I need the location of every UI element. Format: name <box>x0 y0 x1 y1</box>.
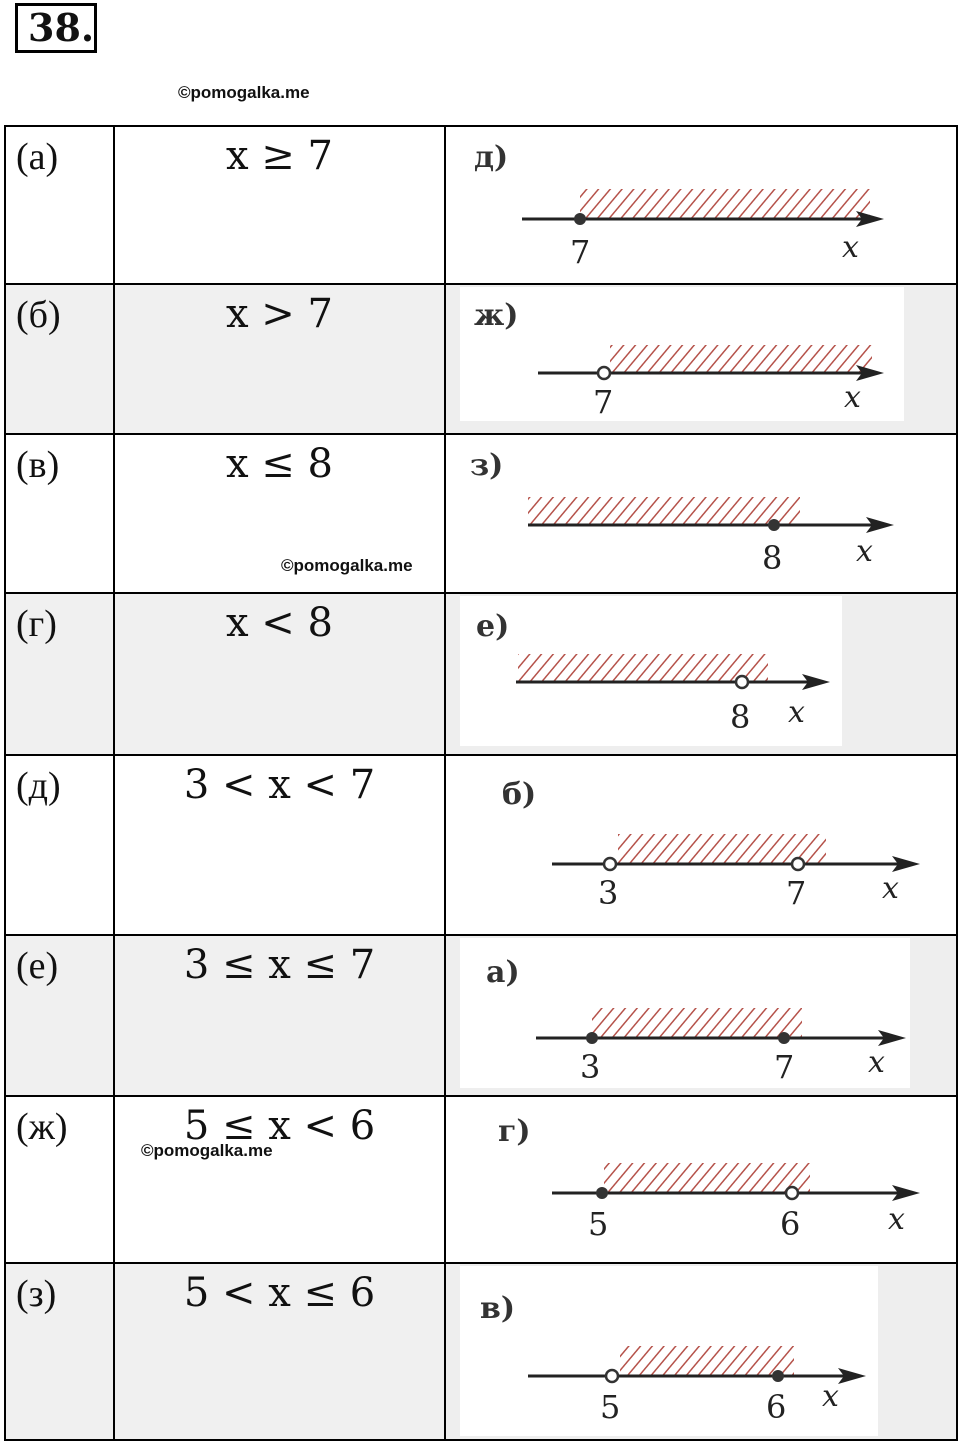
closed-point <box>596 1187 608 1199</box>
tick-label: 3 <box>580 1048 601 1086</box>
hatch-region <box>610 345 872 373</box>
axis-label: x <box>844 380 861 415</box>
tick-label: 6 <box>780 1205 801 1243</box>
axis-label: x <box>888 1202 905 1237</box>
row-label: (з) <box>5 1263 114 1440</box>
problem-number: 38. <box>15 3 97 53</box>
table-row <box>5 284 957 434</box>
figure-label: д) <box>474 140 509 175</box>
axis-label: x <box>868 1045 885 1080</box>
row-label: (в) <box>5 434 114 593</box>
hatch-region <box>580 189 870 219</box>
number-line-cell <box>445 935 957 1096</box>
number-line-figure <box>484 1101 932 1255</box>
figure-label: ж) <box>474 298 519 333</box>
figure-label: в) <box>480 1291 516 1326</box>
open-point <box>736 676 748 688</box>
hatch-region <box>620 1346 794 1376</box>
inequality: x ≤ 8 <box>114 434 445 593</box>
number-line-cell <box>445 593 957 755</box>
tick-label: 7 <box>786 874 807 912</box>
tick-label: 8 <box>730 698 751 736</box>
hatch-region <box>528 497 800 525</box>
row-label: (б) <box>5 284 114 434</box>
axis-label: x <box>856 534 873 569</box>
open-point <box>792 858 804 870</box>
tick-label: 7 <box>593 383 614 421</box>
tick-label: 5 <box>588 1205 609 1243</box>
inequality: x ≥ 7 <box>114 126 445 284</box>
watermark: ©pomogalka.me <box>178 83 310 102</box>
figure-label: з) <box>470 448 504 483</box>
table-row <box>5 935 957 1096</box>
watermark: ©pomogalka.me <box>141 1141 273 1160</box>
open-point <box>786 1187 798 1199</box>
number-line-figure <box>460 938 910 1088</box>
row-label: (г) <box>5 593 114 755</box>
open-point <box>604 858 616 870</box>
closed-point <box>778 1032 790 1044</box>
tick-label: 7 <box>774 1048 795 1086</box>
figure-label: г) <box>498 1114 531 1149</box>
tick-label: 6 <box>766 1388 787 1426</box>
inequality: 3 ≤ x ≤ 7 <box>114 935 445 1096</box>
number-line-figure <box>460 439 904 583</box>
closed-point <box>586 1032 598 1044</box>
number-line-cell <box>445 126 957 284</box>
table-row <box>5 1263 957 1440</box>
number-line-figure <box>460 129 904 275</box>
axis-label: x <box>822 1379 839 1414</box>
axis-label: x <box>842 230 859 265</box>
figure-label: е) <box>476 609 510 644</box>
row-label: (а) <box>5 126 114 284</box>
tick-label: 3 <box>598 874 619 912</box>
number-line-figure <box>460 596 842 746</box>
closed-point <box>574 213 586 225</box>
row-label: (ж) <box>5 1096 114 1263</box>
table-row <box>5 1096 957 1263</box>
figure-label: б) <box>502 777 537 812</box>
closed-point <box>772 1370 784 1382</box>
number-line-cell <box>445 434 957 593</box>
inequality: x < 8 <box>114 593 445 755</box>
hatch-region <box>604 1163 810 1193</box>
number-line-cell <box>445 284 957 434</box>
number-line-cell <box>445 755 957 935</box>
tick-label: 7 <box>570 233 591 271</box>
hatch-region <box>592 1008 802 1038</box>
table-row <box>5 434 957 593</box>
watermark: ©pomogalka.me <box>281 556 413 575</box>
open-point <box>598 367 610 379</box>
row-label: (е) <box>5 935 114 1096</box>
table-row <box>5 755 957 935</box>
hatch-region <box>518 654 768 682</box>
inequality: 3 < x < 7 <box>114 755 445 935</box>
matching-table <box>4 125 958 1441</box>
number-line-cell <box>445 1263 957 1440</box>
inequality: 5 ≤ x < 6 <box>114 1096 445 1263</box>
number-line-figure <box>494 758 922 924</box>
number-line-figure <box>460 1266 878 1436</box>
table-row <box>5 593 957 755</box>
tick-label: 5 <box>600 1388 621 1426</box>
open-point <box>606 1370 618 1382</box>
inequality: x > 7 <box>114 284 445 434</box>
axis-label: x <box>788 695 805 730</box>
number-line-figure <box>460 287 904 421</box>
axis-label: x <box>882 871 899 906</box>
row-label: (д) <box>5 755 114 935</box>
table-row <box>5 126 957 284</box>
closed-point <box>768 519 780 531</box>
number-line-cell <box>445 1096 957 1263</box>
inequality: 5 < x ≤ 6 <box>114 1263 445 1440</box>
figure-label: а) <box>486 955 520 990</box>
tick-label: 8 <box>762 539 783 577</box>
